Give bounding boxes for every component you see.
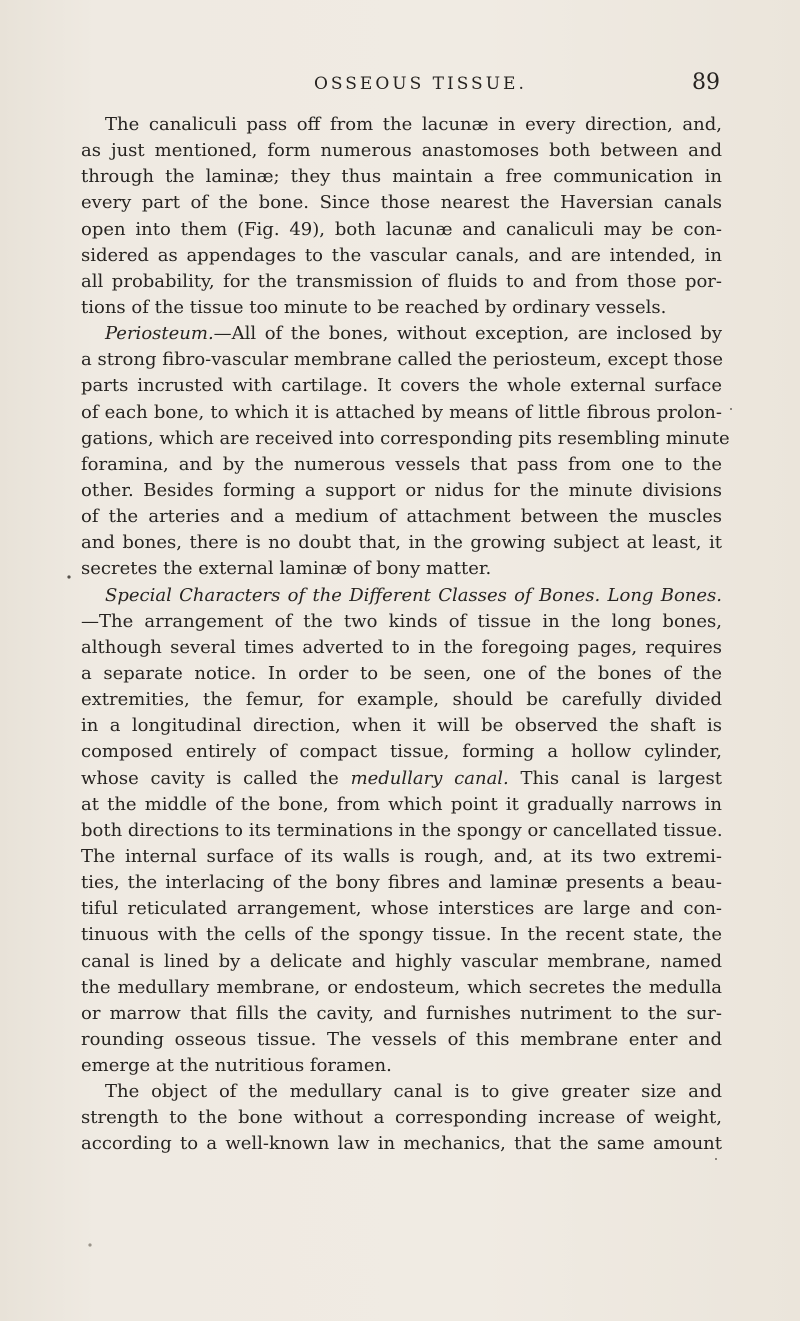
- speck: [730, 408, 732, 410]
- text-line: tiful reticulated arrangement, whose interstices are large and con-: [81, 898, 722, 920]
- medullary-canal-line: [81, 766, 722, 792]
- periosteum-line: [81, 321, 722, 347]
- text-line: composed entirely of compact tissue, forming a hollow cylinder,: [81, 741, 722, 763]
- section-heading-long-bones: Long Bones.: [607, 584, 723, 606]
- text-line: extremities, the femur, for example, should be carefully divided: [81, 689, 722, 711]
- text-line: canal is lined by a delicate and highly vascular membrane, named: [81, 950, 722, 972]
- text-line: tinuous with the cells of the spongy tissue. In the recent state, the: [81, 924, 722, 946]
- text-line: parts incrusted with cartilage. It covers the whole external surface: [81, 375, 722, 397]
- text-line: foramina, and by the numerous vessels that pass from one to the: [81, 453, 722, 475]
- section-heading-special-characters: Special Characters of the Different Classes of Bones.: [105, 584, 601, 606]
- page-number: 89: [692, 70, 720, 95]
- text-line: as just mentioned, form numerous anastomoses both between and: [81, 140, 722, 162]
- text-line: ties, the interlacing of the bony fibres and laminæ presents a beau-: [81, 872, 722, 894]
- text-line: a strong fibro-vascular membrane called the periosteum, except those: [81, 349, 724, 371]
- text-line: secretes the external laminæ of bony matter.: [81, 558, 492, 580]
- text-line: open into them (Fig. 49), both lacunæ and canaliculi may be con-: [81, 218, 722, 240]
- page-header: [80, 70, 720, 98]
- speck: [88, 1243, 91, 1246]
- special-characters-line: [81, 583, 722, 609]
- text-line: all probability, for the transmission of fluids to and from those por-: [81, 270, 722, 292]
- text-fragment: This canal is largest: [520, 767, 722, 789]
- running-head: OSSEOUS TISSUE.: [314, 74, 527, 94]
- text-fragment: whose cavity is called the: [81, 767, 339, 789]
- text-line: The canaliculi pass off from the lacunæ in every direction, and,: [105, 114, 722, 135]
- body-text: [81, 112, 730, 1158]
- text-line: or marrow that fills the cavity, and furnishes nutriment to the sur-: [81, 1002, 722, 1024]
- speck: [67, 575, 70, 578]
- text-line: The object of the medullary canal is to give greater size and: [105, 1081, 722, 1103]
- text-line: both directions to its terminations in the spongy or cancellated tissue.: [81, 819, 723, 841]
- text-line: other. Besides forming a support or nidus for the minute divisions: [81, 479, 722, 501]
- text-fragment: —All of the bones, without exception, are inclosed by: [213, 323, 722, 345]
- text-line: the medullary membrane, or endosteum, which secretes the medulla: [81, 976, 722, 998]
- text-line: strength to the bone without a corresponding increase of weight,: [81, 1107, 722, 1129]
- text-line: of the arteries and a medium of attachment between the muscles: [81, 506, 722, 528]
- text-line: at the middle of the bone, from which point it gradually narrows in: [81, 793, 722, 815]
- text-line: through the laminæ; they thus maintain a free communication in: [81, 166, 722, 188]
- text-line: —The arrangement of the two kinds of tissue in the long bones,: [81, 610, 722, 632]
- text-line: The internal surface of its walls is rough, and, at its two extremi-: [81, 845, 722, 867]
- text-line: rounding osseous tissue. The vessels of this membrane enter and: [81, 1028, 722, 1050]
- text-line: every part of the bone. Since those nearest the Haversian canals: [81, 192, 722, 214]
- speck: [715, 1158, 717, 1160]
- text-line: in a longitudinal direction, when it will be observed the shaft is: [81, 715, 722, 737]
- text-line: tions of the tissue too minute to be reached by ordinary vessels.: [81, 296, 667, 318]
- text-line: gations, which are received into corresponding pits resembling minute: [81, 427, 730, 449]
- term-medullary-canal: medullary canal.: [350, 767, 509, 789]
- text-line: and bones, there is no doubt that, in the growing subject at least, it: [81, 532, 722, 554]
- text-line: of each bone, to which it is attached by means of little fibrous prolon-: [81, 401, 722, 423]
- section-heading-periosteum: Periosteum.: [105, 323, 214, 345]
- text-line: sidered as appendages to the vascular canals, and are intended, in: [81, 244, 722, 266]
- text-line: according to a well-known law in mechanics, that the same amount: [81, 1133, 722, 1155]
- text-line: a separate notice. In order to be seen, one of the bones of the: [81, 662, 722, 684]
- text-line: emerge at the nutritious foramen.: [81, 1055, 392, 1077]
- text-line: although several times adverted to in the foregoing pages, requires: [81, 636, 722, 658]
